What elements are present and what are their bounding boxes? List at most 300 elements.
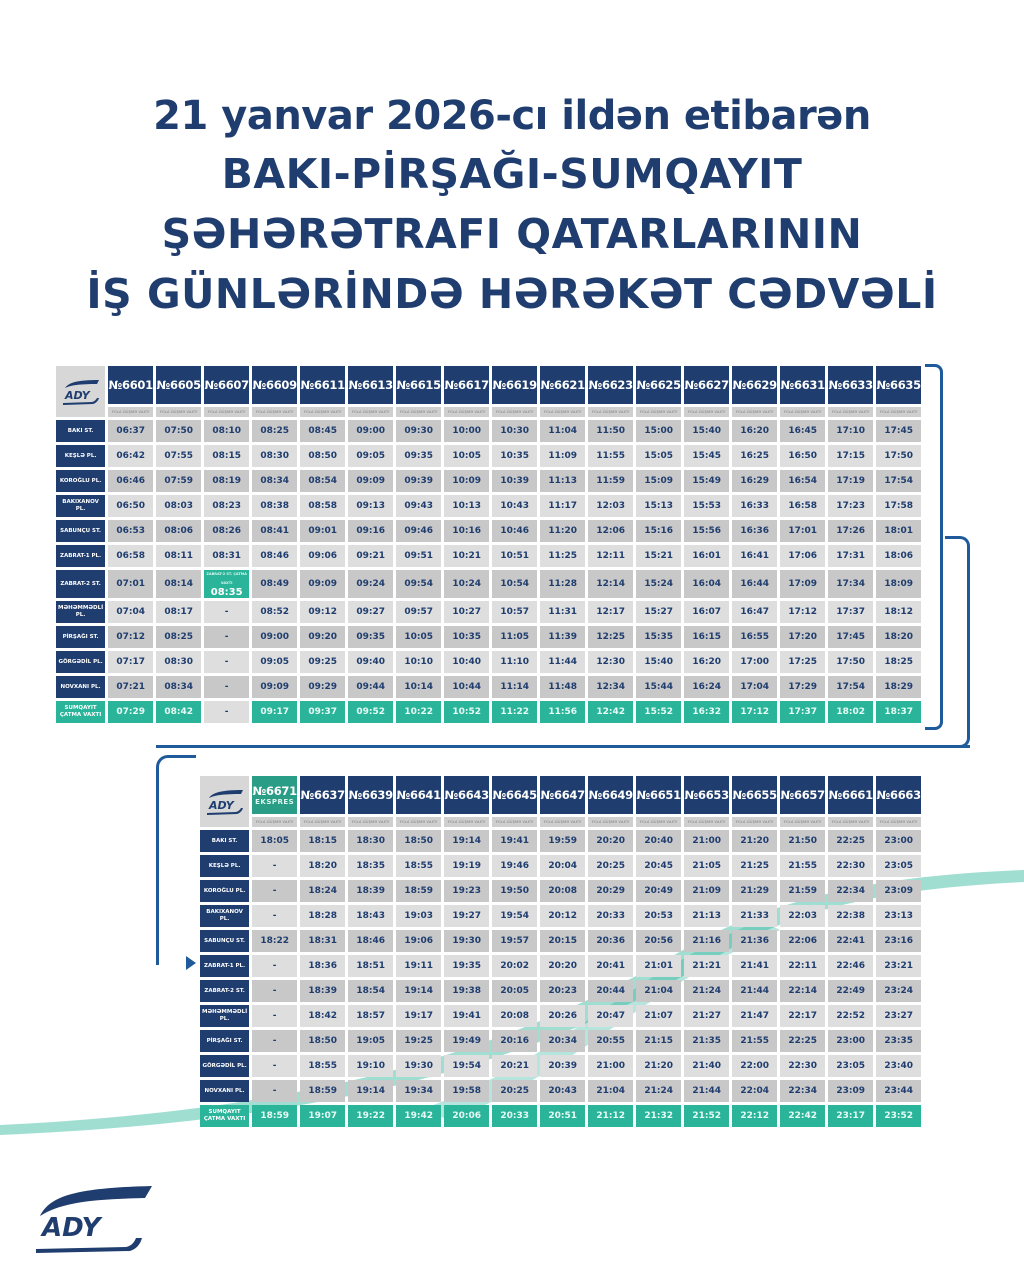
time-cell: 08:45 xyxy=(300,420,345,442)
time-cell: 19:46 xyxy=(492,855,537,877)
time-cell: 21:13 xyxy=(684,905,729,927)
time-cell: 16:04 xyxy=(684,570,729,598)
time-cell: 19:03 xyxy=(396,905,441,927)
train-number: №6661 xyxy=(828,788,873,802)
time-cell: 18:12 xyxy=(876,601,921,623)
train-number-header xyxy=(108,366,153,404)
time-cell: 16:55 xyxy=(732,626,777,648)
time-cell: 08:30 xyxy=(156,651,201,673)
time-cell: 15:21 xyxy=(636,545,681,567)
departure-time-label: YOLA DÜŞMƏ VAXTI xyxy=(732,817,777,827)
train-number-header xyxy=(444,776,489,814)
time-cell: 21:41 xyxy=(732,955,777,977)
time-cell: 16:50 xyxy=(780,445,825,467)
time-cell: 10:14 xyxy=(396,676,441,698)
time-cell: 07:04 xyxy=(108,601,153,623)
time-cell: 20:15 xyxy=(540,930,585,952)
time-cell: 11:17 xyxy=(540,495,585,517)
station-label: BAKI ST. xyxy=(200,830,249,852)
time-cell: 23:05 xyxy=(876,855,921,877)
station-label: KEŞLƏ PL. xyxy=(200,855,249,877)
time-cell: 22:30 xyxy=(780,1055,825,1077)
svg-text:ADY: ADY xyxy=(42,1213,101,1243)
train-number: №6623 xyxy=(588,378,633,392)
time-cell: 15:44 xyxy=(636,676,681,698)
time-cell: 21:50 xyxy=(780,830,825,852)
time-cell: 20:25 xyxy=(492,1080,537,1102)
time-cell: 18:59 xyxy=(300,1080,345,1102)
time-cell: 12:03 xyxy=(588,495,633,517)
time-cell: 21:36 xyxy=(732,930,777,952)
time-cell: 16:54 xyxy=(780,470,825,492)
time-cell: 07:50 xyxy=(156,420,201,442)
train-number-header xyxy=(396,366,441,404)
time-cell: 12:17 xyxy=(588,601,633,623)
time-cell: 15:09 xyxy=(636,470,681,492)
time-cell: 10:52 xyxy=(444,701,489,723)
time-cell: 11:13 xyxy=(540,470,585,492)
station-label: PİRŞAĞI ST. xyxy=(200,1030,249,1052)
station-label: MƏHƏMMƏDLİ PL. xyxy=(200,1005,249,1027)
time-cell: 20:41 xyxy=(588,955,633,977)
time-cell: 09:25 xyxy=(300,651,345,673)
time-cell: 10:16 xyxy=(444,520,489,542)
time-cell: 09:54 xyxy=(396,570,441,598)
train-number-header xyxy=(540,776,585,814)
time-cell: 23:24 xyxy=(876,980,921,1002)
time-cell: 23:00 xyxy=(876,830,921,852)
time-cell: 17:09 xyxy=(780,570,825,598)
time-cell: 21:35 xyxy=(684,1030,729,1052)
time-cell: 11:31 xyxy=(540,601,585,623)
time-cell: 17:12 xyxy=(780,601,825,623)
time-cell: 16:47 xyxy=(732,601,777,623)
time-cell: 23:35 xyxy=(876,1030,921,1052)
time-cell: 15:35 xyxy=(636,626,681,648)
time-cell: - xyxy=(204,701,249,723)
time-cell: 23:21 xyxy=(876,955,921,977)
time-cell: - xyxy=(252,880,297,902)
time-cell: 19:38 xyxy=(444,980,489,1002)
time-cell: 21:24 xyxy=(636,1080,681,1102)
time-cell: 20:20 xyxy=(588,830,633,852)
departure-time-label: YOLA DÜŞMƏ VAXTI xyxy=(780,817,825,827)
time-cell: 10:24 xyxy=(444,570,489,598)
time-cell: 20:45 xyxy=(636,855,681,877)
train-number: №6605 xyxy=(156,378,201,392)
station-label: ZABRAT-2 ST. xyxy=(200,980,249,1002)
connector-top-right xyxy=(925,364,943,730)
time-cell: 20:56 xyxy=(636,930,681,952)
time-cell: 16:15 xyxy=(684,626,729,648)
station-label: SUMQAYIT ÇATMA VAXTI xyxy=(200,1105,249,1127)
time-cell: 17:54 xyxy=(876,470,921,492)
time-cell: 21:00 xyxy=(684,830,729,852)
train-number: №6647 xyxy=(540,788,585,802)
train-number-header xyxy=(588,776,633,814)
train-number-header xyxy=(252,366,297,404)
time-cell: 11:09 xyxy=(540,445,585,467)
time-cell: 15:27 xyxy=(636,601,681,623)
train-number: №6601 xyxy=(108,378,153,392)
time-cell: 17:31 xyxy=(828,545,873,567)
ady-brand-logo-icon xyxy=(30,1178,160,1258)
time-cell: 09:05 xyxy=(348,445,393,467)
time-cell: 20:34 xyxy=(540,1030,585,1052)
train-number-header xyxy=(252,776,297,814)
time-cell: 21:59 xyxy=(780,880,825,902)
time-cell: 22:30 xyxy=(828,855,873,877)
train-number: №6617 xyxy=(444,378,489,392)
time-cell: 17:15 xyxy=(828,445,873,467)
table-row xyxy=(200,855,921,877)
time-cell: 09:05 xyxy=(252,651,297,673)
time-cell: - xyxy=(252,1005,297,1027)
departure-time-label: YOLA DÜŞMƏ VAXTI xyxy=(780,407,825,417)
time-cell: 07:17 xyxy=(108,651,153,673)
table-row xyxy=(200,930,921,952)
departure-time-label: YOLA DÜŞMƏ VAXTI xyxy=(348,407,393,417)
time-cell: 12:42 xyxy=(588,701,633,723)
time-cell: 20:23 xyxy=(540,980,585,1002)
time-cell: 20:49 xyxy=(636,880,681,902)
time-cell: 17:10 xyxy=(828,420,873,442)
time-cell: 18:36 xyxy=(300,955,345,977)
time-cell: 23:17 xyxy=(828,1105,873,1127)
table-row xyxy=(56,495,921,517)
time-cell: 18:37 xyxy=(876,701,921,723)
time-cell: - xyxy=(252,905,297,927)
time-cell: 21:40 xyxy=(684,1055,729,1077)
time-cell: 16:32 xyxy=(684,701,729,723)
time-cell: 09:57 xyxy=(396,601,441,623)
time-cell: 08:49 xyxy=(252,570,297,598)
time-cell: 12:06 xyxy=(588,520,633,542)
time-cell: 18:29 xyxy=(876,676,921,698)
title-schedule: İŞ GÜNLƏRİNDƏ HƏRƏKƏT CƏDVƏLİ xyxy=(86,270,938,318)
time-cell: 16:07 xyxy=(684,601,729,623)
time-cell: 18:51 xyxy=(348,955,393,977)
departure-time-label: YOLA DÜŞMƏ VAXTI xyxy=(732,407,777,417)
time-cell: 08:58 xyxy=(300,495,345,517)
time-cell: 17:04 xyxy=(732,676,777,698)
time-cell: 23:05 xyxy=(828,1055,873,1077)
departure-time-label: YOLA DÜŞMƏ VAXTI xyxy=(540,817,585,827)
connector-outer-right xyxy=(945,536,970,748)
time-cell: 21:47 xyxy=(732,1005,777,1027)
time-cell: 19:14 xyxy=(348,1080,393,1102)
svg-text:ADY: ADY xyxy=(208,798,234,812)
time-cell: 09:29 xyxy=(300,676,345,698)
time-cell: 18:25 xyxy=(876,651,921,673)
time-cell: 19:41 xyxy=(444,1005,489,1027)
time-cell: - xyxy=(204,676,249,698)
departure-time-label: YOLA DÜŞMƏ VAXTI xyxy=(636,407,681,417)
table-row xyxy=(200,1005,921,1027)
train-number: №6625 xyxy=(636,378,681,392)
train-number: №6655 xyxy=(732,788,777,802)
train-number-header xyxy=(300,366,345,404)
time-cell: 11:14 xyxy=(492,676,537,698)
connector-arrow-icon xyxy=(186,956,196,970)
time-cell: 19:58 xyxy=(444,1080,489,1102)
departure-time-label: YOLA DÜŞMƏ VAXTI xyxy=(540,407,585,417)
train-number-header xyxy=(300,776,345,814)
time-cell: 17:26 xyxy=(828,520,873,542)
time-cell: 18:59 xyxy=(396,880,441,902)
train-number-header xyxy=(732,776,777,814)
departure-time-label: YOLA DÜŞMƏ VAXTI xyxy=(828,407,873,417)
time-cell: 08:34 xyxy=(252,470,297,492)
table-row xyxy=(56,676,921,698)
train-number-header xyxy=(780,366,825,404)
time-cell: 09:46 xyxy=(396,520,441,542)
time-cell: 08:17 xyxy=(156,601,201,623)
time-cell: 12:11 xyxy=(588,545,633,567)
time-cell: 17:29 xyxy=(780,676,825,698)
train-number-header xyxy=(876,366,921,404)
ady-logo-cell xyxy=(200,776,249,827)
time-cell: 17:12 xyxy=(732,701,777,723)
time-cell: 18:59 xyxy=(252,1105,297,1127)
time-cell: 06:42 xyxy=(108,445,153,467)
time-cell: 21:32 xyxy=(636,1105,681,1127)
time-cell: 22:49 xyxy=(828,980,873,1002)
table-row xyxy=(56,626,921,648)
departure-time-label: YOLA DÜŞMƏ VAXTI xyxy=(108,407,153,417)
time-cell: 20:02 xyxy=(492,955,537,977)
time-cell: 20:47 xyxy=(588,1005,633,1027)
time-cell: 08:25 xyxy=(252,420,297,442)
time-cell: 11:48 xyxy=(540,676,585,698)
time-cell: 23:52 xyxy=(876,1105,921,1127)
time-cell: 19:30 xyxy=(444,930,489,952)
train-number-header xyxy=(828,776,873,814)
train-number: №6627 xyxy=(684,378,729,392)
time-cell: 16:01 xyxy=(684,545,729,567)
train-number: №6649 xyxy=(588,788,633,802)
time-cell: 19:19 xyxy=(444,855,489,877)
time-cell: 09:52 xyxy=(348,701,393,723)
time-cell: 08:10 xyxy=(204,420,249,442)
train-number: №6645 xyxy=(492,788,537,802)
time-cell: - xyxy=(204,626,249,648)
train-number-header xyxy=(636,366,681,404)
time-cell: 08:23 xyxy=(204,495,249,517)
time-cell: 19:25 xyxy=(396,1030,441,1052)
time-cell: 08:52 xyxy=(252,601,297,623)
time-cell: 19:49 xyxy=(444,1030,489,1052)
time-cell: 22:34 xyxy=(828,880,873,902)
time-cell: 18:46 xyxy=(348,930,393,952)
time-cell: 08:25 xyxy=(156,626,201,648)
time-cell: 19:57 xyxy=(492,930,537,952)
table-row xyxy=(200,1105,921,1127)
time-cell: 21:09 xyxy=(684,880,729,902)
time-cell: - xyxy=(252,855,297,877)
time-cell: 20:51 xyxy=(540,1105,585,1127)
station-label: NOVXANI PL. xyxy=(56,676,105,698)
time-cell: 20:53 xyxy=(636,905,681,927)
departure-time-label: YOLA DÜŞMƏ VAXTI xyxy=(156,407,201,417)
time-cell: 08:19 xyxy=(204,470,249,492)
time-cell: 07:55 xyxy=(156,445,201,467)
time-cell: 16:58 xyxy=(780,495,825,517)
time-cell: 19:06 xyxy=(396,930,441,952)
table-row xyxy=(56,570,921,598)
time-cell: - xyxy=(252,1080,297,1102)
time-cell: 19:30 xyxy=(396,1055,441,1077)
departure-time-label: YOLA DÜŞMƏ VAXTI xyxy=(684,817,729,827)
time-cell: 19:54 xyxy=(444,1055,489,1077)
time-cell: 09:35 xyxy=(396,445,441,467)
table-row xyxy=(56,601,921,623)
train-number-header xyxy=(492,366,537,404)
time-cell: 22:38 xyxy=(828,905,873,927)
time-cell: 18:55 xyxy=(396,855,441,877)
time-cell: 09:51 xyxy=(396,545,441,567)
time-cell: 15:13 xyxy=(636,495,681,517)
station-label: SABUNÇU ST. xyxy=(56,520,105,542)
departure-time-label: YOLA DÜŞMƏ VAXTI xyxy=(876,407,921,417)
time-cell: 09:09 xyxy=(348,470,393,492)
time-cell: 20:12 xyxy=(540,905,585,927)
time-cell: 18:30 xyxy=(348,830,393,852)
train-number-header xyxy=(876,776,921,814)
time-cell: 17:06 xyxy=(780,545,825,567)
time-cell: 22:42 xyxy=(780,1105,825,1127)
time-cell: 22:06 xyxy=(780,930,825,952)
train-number: №6611 xyxy=(300,378,345,392)
time-cell: 18:28 xyxy=(300,905,345,927)
time-cell: 15:05 xyxy=(636,445,681,467)
time-cell: 07:01 xyxy=(108,570,153,598)
ady-logo-icon xyxy=(203,786,247,818)
station-label: SUMQAYIT ÇATMA VAXTI xyxy=(56,701,105,723)
time-cell: 16:44 xyxy=(732,570,777,598)
time-cell: - xyxy=(252,1055,297,1077)
time-cell: 09:17 xyxy=(252,701,297,723)
departure-time-label: YOLA DÜŞMƏ VAXTI xyxy=(348,817,393,827)
train-number: №6629 xyxy=(732,378,777,392)
time-cell: 09:20 xyxy=(300,626,345,648)
station-label: PİRŞAĞI ST. xyxy=(56,626,105,648)
station-label: BAKI ST. xyxy=(56,420,105,442)
time-cell: - xyxy=(252,955,297,977)
time-cell: 18:05 xyxy=(252,830,297,852)
time-cell: 18:15 xyxy=(300,830,345,852)
time-cell: 07:59 xyxy=(156,470,201,492)
time-cell: 11:28 xyxy=(540,570,585,598)
time-cell: 18:24 xyxy=(300,880,345,902)
time-cell: 16:45 xyxy=(780,420,825,442)
train-number-header xyxy=(588,366,633,404)
time-cell: 19:35 xyxy=(444,955,489,977)
time-cell: 06:58 xyxy=(108,545,153,567)
time-cell: 08:46 xyxy=(252,545,297,567)
time-cell: 16:41 xyxy=(732,545,777,567)
time-cell: 09:00 xyxy=(348,420,393,442)
special-arrival-note: ZABRAT-2 ST. ÇATMA VAXTI xyxy=(206,572,247,585)
time-cell: 21:21 xyxy=(684,955,729,977)
express-label: EKSPRES xyxy=(255,798,295,806)
train-number-header xyxy=(732,366,777,404)
time-cell: 17:37 xyxy=(828,601,873,623)
time-cell: 16:20 xyxy=(684,651,729,673)
time-cell: 10:39 xyxy=(492,470,537,492)
time-cell: 21:20 xyxy=(732,830,777,852)
page-title xyxy=(0,88,1024,324)
time-cell: 12:14 xyxy=(588,570,633,598)
time-cell: 09:43 xyxy=(396,495,441,517)
time-cell: 15:49 xyxy=(684,470,729,492)
time-cell: 18:35 xyxy=(348,855,393,877)
time-cell: 06:37 xyxy=(108,420,153,442)
time-cell: 19:11 xyxy=(396,955,441,977)
time-cell: 20:05 xyxy=(492,980,537,1002)
time-cell: 17:01 xyxy=(780,520,825,542)
departure-time-label: YOLA DÜŞMƏ VAXTI xyxy=(396,817,441,827)
train-number: №6607 xyxy=(204,378,249,392)
time-cell: 11:50 xyxy=(588,420,633,442)
time-cell: 08:06 xyxy=(156,520,201,542)
time-cell: - xyxy=(252,980,297,1002)
time-cell: 17:19 xyxy=(828,470,873,492)
station-label: NOVXANI PL. xyxy=(200,1080,249,1102)
time-cell: 09:35 xyxy=(348,626,393,648)
time-cell: 07:21 xyxy=(108,676,153,698)
time-cell: 17:34 xyxy=(828,570,873,598)
time-cell: 08:38 xyxy=(252,495,297,517)
time-cell: 18:09 xyxy=(876,570,921,598)
train-number-header xyxy=(204,366,249,404)
time-cell: 16:24 xyxy=(684,676,729,698)
station-label: GÖRGƏDİL PL. xyxy=(56,651,105,673)
departure-time-label: YOLA DÜŞMƏ VAXTI xyxy=(636,817,681,827)
station-label: BAKIXANOV PL. xyxy=(56,495,105,517)
time-cell: 08:15 xyxy=(204,445,249,467)
time-cell: 21:07 xyxy=(636,1005,681,1027)
time-cell: 21:05 xyxy=(684,855,729,877)
table-row xyxy=(56,470,921,492)
time-cell: 21:20 xyxy=(636,1055,681,1077)
departure-time-label: YOLA DÜŞMƏ VAXTI xyxy=(492,407,537,417)
time-cell: 20:16 xyxy=(492,1030,537,1052)
train-number: №6621 xyxy=(540,378,585,392)
train-number-header xyxy=(444,366,489,404)
time-cell: 19:41 xyxy=(492,830,537,852)
table-row xyxy=(56,420,921,442)
time-cell: 22:34 xyxy=(780,1080,825,1102)
time-cell: 09:09 xyxy=(300,570,345,598)
train-number: №6641 xyxy=(396,788,441,802)
departure-time-label: YOLA DÜŞMƏ VAXTI xyxy=(492,817,537,827)
time-cell: 20:08 xyxy=(540,880,585,902)
table-row xyxy=(200,905,921,927)
time-cell: 09:16 xyxy=(348,520,393,542)
time-cell: 20:43 xyxy=(540,1080,585,1102)
time-cell: 10:57 xyxy=(492,601,537,623)
time-cell: 11:56 xyxy=(540,701,585,723)
time-cell: 09:37 xyxy=(300,701,345,723)
time-cell: 18:20 xyxy=(300,855,345,877)
time-cell: 18:20 xyxy=(876,626,921,648)
time-cell: 19:42 xyxy=(396,1105,441,1127)
train-number: №6609 xyxy=(252,378,297,392)
time-cell: 10:05 xyxy=(444,445,489,467)
time-cell: 11:44 xyxy=(540,651,585,673)
time-cell: 17:50 xyxy=(828,651,873,673)
